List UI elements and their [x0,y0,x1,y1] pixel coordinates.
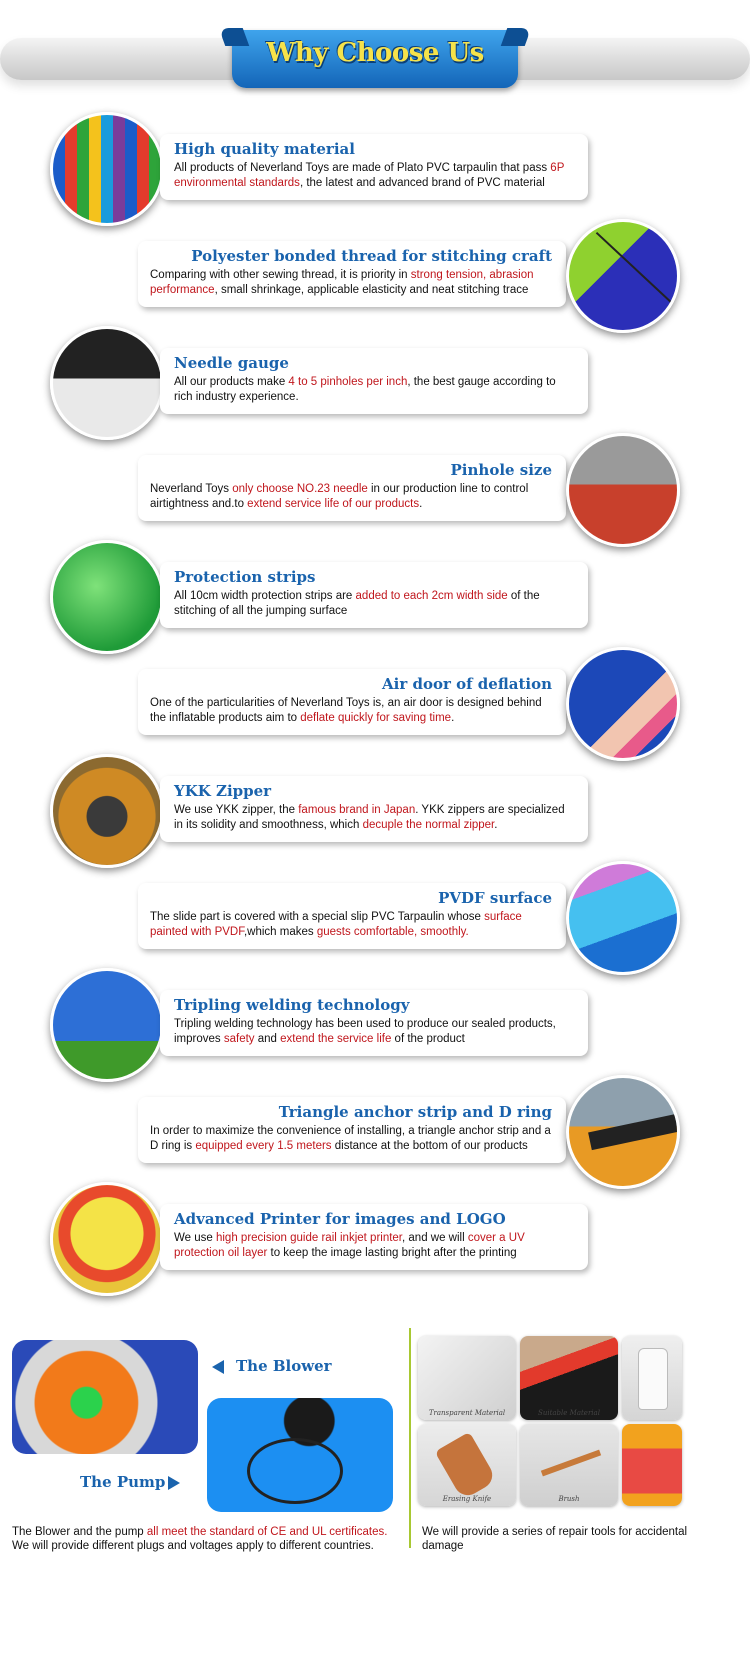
tool-label: Suitable Material [538,1409,600,1417]
feature-title: Pinhole size [450,461,552,479]
body-text: The Blower and the pump [12,1526,147,1538]
feature-title: Triangle anchor strip and D ring [278,1103,552,1121]
feature-title: Advanced Printer for images and LOGO [174,1210,506,1228]
feature-title: Air door of deflation [382,675,552,693]
page-title: Why Choose Us [266,38,484,68]
highlight-text: 6P environmental standards [174,162,565,189]
tool-suitable-material [520,1336,618,1420]
arrow-right-icon [168,1476,180,1490]
highlight-text: added to each 2cm width side [355,590,508,602]
feature-pinhole-size [0,433,750,553]
feature-text [138,696,566,725]
body-text: All our products make [174,376,289,388]
feature-card [138,241,566,307]
printed-character-photo [50,1182,164,1296]
body-text: The slide part is covered with a special slip PVC Tarpaulin whose [150,911,485,923]
body-text: . [494,818,498,831]
body-text: . [419,497,423,510]
feature-tripling-welding [0,968,750,1088]
body-text: We use [174,1232,216,1244]
blower-pump-note [12,1525,402,1553]
material-photo [50,112,164,226]
arrow-left-icon [212,1360,224,1374]
feature-card [138,455,566,521]
body-text: All 10cm width protection strips are [174,590,356,602]
tool-erasing-knife [418,1424,516,1506]
tool-brush [520,1424,618,1506]
feature-pvdf-surface [0,861,750,981]
feature-card [160,134,588,200]
feature-card [138,1097,566,1163]
feature-text [160,375,588,404]
section-divider [409,1328,411,1548]
body-text: We will provide different plugs and voltages apply to different countries. [12,1540,374,1552]
body-text: We use YKK zipper, the [174,804,299,816]
highlight-text: all meet the standard of CE and UL certificates. [146,1526,388,1538]
tool-label: Brush [558,1495,580,1503]
highlight-text: extend the service life [280,1032,392,1045]
feature-needle-gauge [0,326,750,446]
needle-pack-photo [566,433,680,547]
highlight-text: surface painted with PVDF [150,911,522,938]
body-text: . [451,711,455,724]
feature-advanced-printer [0,1182,750,1302]
anchor-strip-photo [566,1075,680,1189]
body-text: Tripling welding technology has been used to produce our sealed products, improves [174,1018,556,1045]
feature-protection-strips [0,540,750,660]
body-text: Neverland Toys [150,483,233,495]
body-text: in our production line to control airtightness and.to [150,483,529,510]
repair-tools-note: We will provide a series of repair tools for accidental damage [422,1526,688,1552]
highlight-text: equipped every 1.5 meters [195,1139,332,1152]
welding-photo [50,968,164,1082]
pump-photo [207,1398,393,1512]
feature-text [160,1231,588,1260]
highlight-text: strong tension, abrasion performance [150,269,534,296]
feature-title: Protection strips [174,568,316,586]
feature-text [160,161,588,190]
feature-card [160,990,588,1056]
air-door-photo [566,647,680,761]
body-text: ,which makes [243,925,317,938]
feature-card [160,348,588,414]
thread-photo [566,219,680,333]
feature-text [138,1124,566,1153]
tool-transparent-material [418,1336,516,1420]
feature-card [138,883,566,949]
highlight-text: deflate quickly for saving time [300,711,452,724]
feature-card [138,669,566,735]
highlight-text: safety [223,1032,255,1045]
zipper-photo [50,754,164,868]
body-text: of the stitching of all the jumping surface [174,590,540,617]
feature-card [160,562,588,628]
tool-glue-bottle [622,1336,682,1420]
protection-strip-photo [50,540,164,654]
highlight-text: famous brand in Japan [298,804,416,816]
feature-text [138,268,566,297]
body-text: One of the particularities of Neverland Toys is, an air door is designed behind the inflatable products aim to [150,697,542,724]
highlight-text: 4 to 5 pinholes per inch [288,376,408,388]
feature-title: Needle gauge [174,354,289,372]
feature-polyester-thread [0,219,750,339]
feature-title: Polyester bonded thread for stitching craft [191,247,552,265]
slide-photo [566,861,680,975]
body-text: , the latest and advanced brand of PVC material [299,176,545,189]
body-text: and [254,1032,281,1045]
highlight-text: high precision guide rail inkjet printer [215,1232,403,1244]
body-text: All products of Neverland Toys are made of Plato PVC tarpaulin that pass [174,162,551,174]
body-text: of the product [391,1032,465,1045]
tool-glue-can [622,1424,682,1506]
feature-text [160,1017,588,1046]
highlight-text: cover a UV protection oil layer [174,1232,525,1259]
feature-card [160,776,588,842]
feature-text [138,910,566,939]
body-text: , the best gauge according to rich industry experience. [174,376,556,403]
highlight-text: extend service life of our products [247,497,420,510]
feature-title: Tripling welding technology [174,996,410,1014]
blower-label: The Blower [236,1357,332,1375]
body-text: , small shrinkage, applicable elasticity and neat stitching trace [214,283,529,296]
feature-card [160,1204,588,1270]
body-text: In order to maximize the convenience of installing, a triangle anchor strip and a D ring is [150,1125,551,1152]
feature-text [160,589,588,618]
feature-title: YKK Zipper [174,782,272,800]
body-text: , and we will [402,1232,468,1244]
feature-text [138,482,566,511]
highlight-text: guests comfortable, smoothly. [316,925,469,938]
highlight-text: only choose NO.23 needle [232,483,368,495]
needle-gauge-photo [50,326,164,440]
tool-label: Transparent Material [428,1409,506,1417]
feature-ykk-zipper [0,754,750,874]
feature-title: PVDF surface [438,889,552,907]
blower-photo [12,1340,198,1454]
body-text: . YKK zippers are specialized in its solidity and smoothness, which [174,804,565,831]
body-text: distance at the bottom of our products [331,1139,528,1152]
body-text: to keep the image lasting bright after the printing [267,1246,517,1259]
feature-text [160,803,588,832]
feature-air-door [0,647,750,767]
highlight-text: decuple the normal zipper [362,818,495,831]
pump-label: The Pump [80,1473,166,1491]
body-text: Comparing with other sewing thread, it is priority in [150,269,411,281]
tool-label: Erasing Knife [442,1495,492,1503]
feature-anchor-strip [0,1075,750,1195]
feature-high-quality-material [0,112,750,232]
feature-title: High quality material [174,140,355,158]
